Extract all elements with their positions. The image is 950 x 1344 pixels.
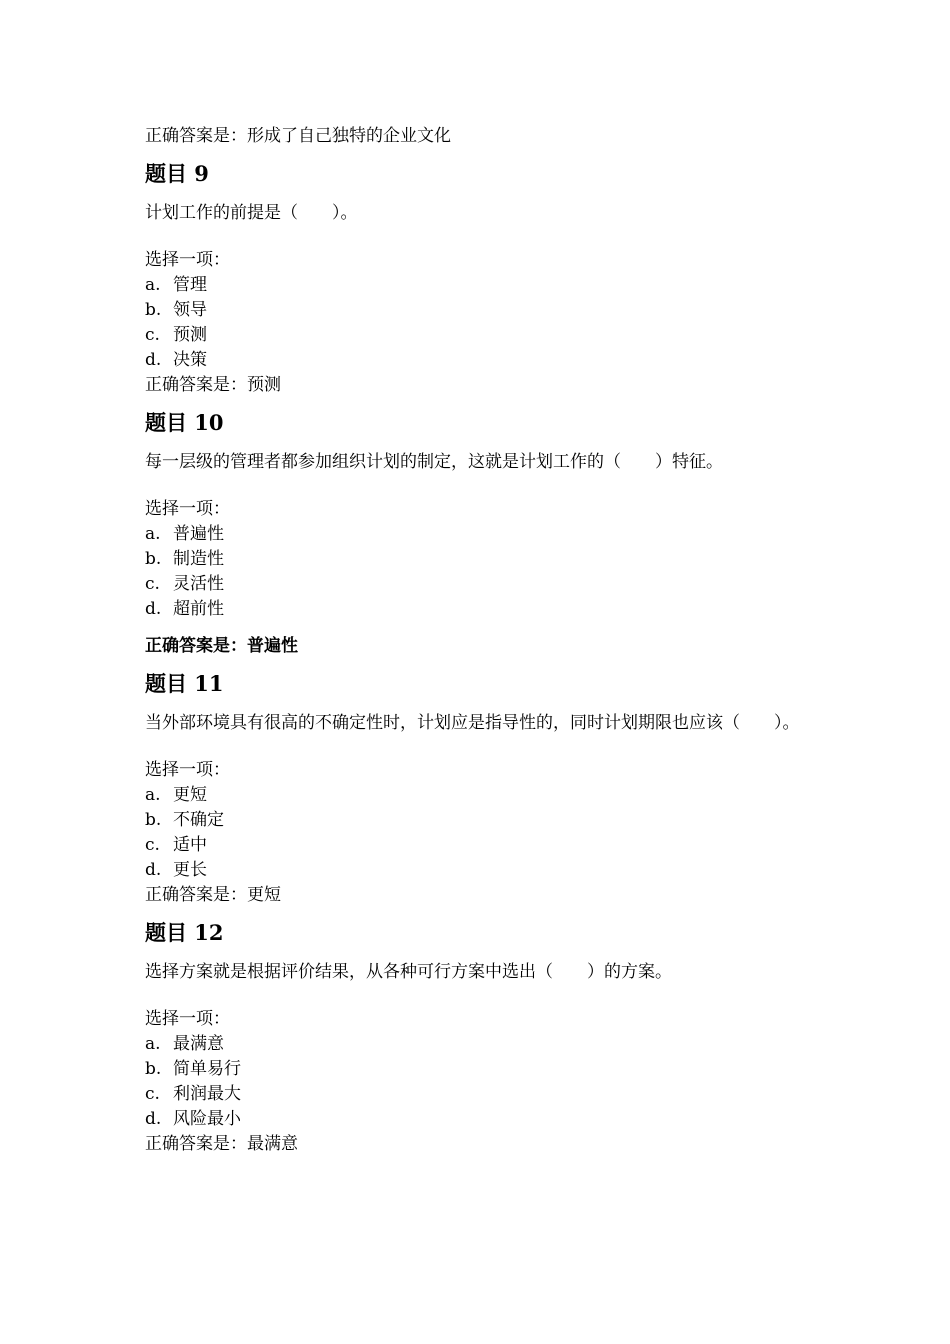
question-stem: 选择方案就是根据评价结果，从各种可行方案中选出（ ）的方案。 xyxy=(145,962,672,982)
question-title: 题目 12 xyxy=(145,920,224,945)
option-d xyxy=(145,858,845,883)
previous-answer: 正确答案是：形成了自己独特的企业文化 xyxy=(145,126,451,146)
option-d xyxy=(145,348,845,373)
question-11 xyxy=(145,670,845,908)
option-letter: c. xyxy=(145,325,160,345)
correct-answer: 正确答案是：最满意 xyxy=(145,1134,298,1154)
option-d xyxy=(145,597,845,622)
correct-answer: 正确答案是：更短 xyxy=(145,885,281,905)
spacer xyxy=(145,622,845,634)
option-letter: a. xyxy=(145,524,161,544)
option-text: 超前性 xyxy=(173,599,224,619)
question-12 xyxy=(145,919,845,1157)
option-letter: c. xyxy=(145,574,160,594)
option-c xyxy=(145,323,845,348)
option-letter: a. xyxy=(145,275,161,295)
choice-prompt: 选择一项： xyxy=(145,760,230,780)
option-text: 利润最大 xyxy=(173,1084,241,1104)
option-letter: a. xyxy=(145,785,161,805)
option-text: 制造性 xyxy=(173,549,224,569)
correct-answer: 正确答案是：普遍性 xyxy=(145,636,298,656)
option-text: 更长 xyxy=(173,860,207,880)
option-b xyxy=(145,547,845,572)
option-text: 决策 xyxy=(173,350,207,370)
option-a xyxy=(145,273,845,298)
question-stem: 当外部环境具有很高的不确定性时，计划应是指导性的，同时计划期限也应该（ ）。 xyxy=(145,713,800,733)
option-letter: c. xyxy=(145,835,160,855)
option-letter: b. xyxy=(145,1059,162,1079)
option-d xyxy=(145,1107,845,1132)
document-page xyxy=(145,124,845,1157)
option-c xyxy=(145,1082,845,1107)
question-title: 题目 10 xyxy=(145,410,224,435)
option-letter: d. xyxy=(145,1109,162,1129)
option-letter: d. xyxy=(145,599,162,619)
choice-prompt: 选择一项： xyxy=(145,1009,230,1029)
option-b xyxy=(145,808,845,833)
option-b xyxy=(145,298,845,323)
option-a xyxy=(145,522,845,547)
option-text: 简单易行 xyxy=(173,1059,241,1079)
option-letter: d. xyxy=(145,860,162,880)
question-stem: 计划工作的前提是（ ）。 xyxy=(145,203,358,223)
option-text: 更短 xyxy=(173,785,207,805)
option-c xyxy=(145,833,845,858)
option-text: 预测 xyxy=(173,325,207,345)
option-text: 管理 xyxy=(173,275,207,295)
correct-answer: 正确答案是：预测 xyxy=(145,375,281,395)
option-text: 领导 xyxy=(173,300,207,320)
option-a xyxy=(145,1032,845,1057)
question-title: 题目 11 xyxy=(145,671,224,696)
question-10 xyxy=(145,409,845,659)
choice-prompt: 选择一项： xyxy=(145,499,230,519)
option-b xyxy=(145,1057,845,1082)
option-text: 灵活性 xyxy=(173,574,224,594)
option-text: 最满意 xyxy=(173,1034,224,1054)
option-letter: d. xyxy=(145,350,162,370)
question-stem: 每一层级的管理者都参加组织计划的制定，这就是计划工作的（ ）特征。 xyxy=(145,452,723,472)
option-letter: c. xyxy=(145,1084,160,1104)
option-letter: b. xyxy=(145,549,162,569)
option-c xyxy=(145,572,845,597)
option-text: 风险最小 xyxy=(173,1109,241,1129)
option-text: 适中 xyxy=(173,835,207,855)
option-a xyxy=(145,783,845,808)
option-letter: a. xyxy=(145,1034,161,1054)
option-text: 不确定 xyxy=(173,810,224,830)
option-letter: b. xyxy=(145,300,162,320)
option-text: 普遍性 xyxy=(173,524,224,544)
option-letter: b. xyxy=(145,810,162,830)
choice-prompt: 选择一项： xyxy=(145,250,230,270)
question-9 xyxy=(145,160,845,398)
question-title: 题目 9 xyxy=(145,161,209,186)
